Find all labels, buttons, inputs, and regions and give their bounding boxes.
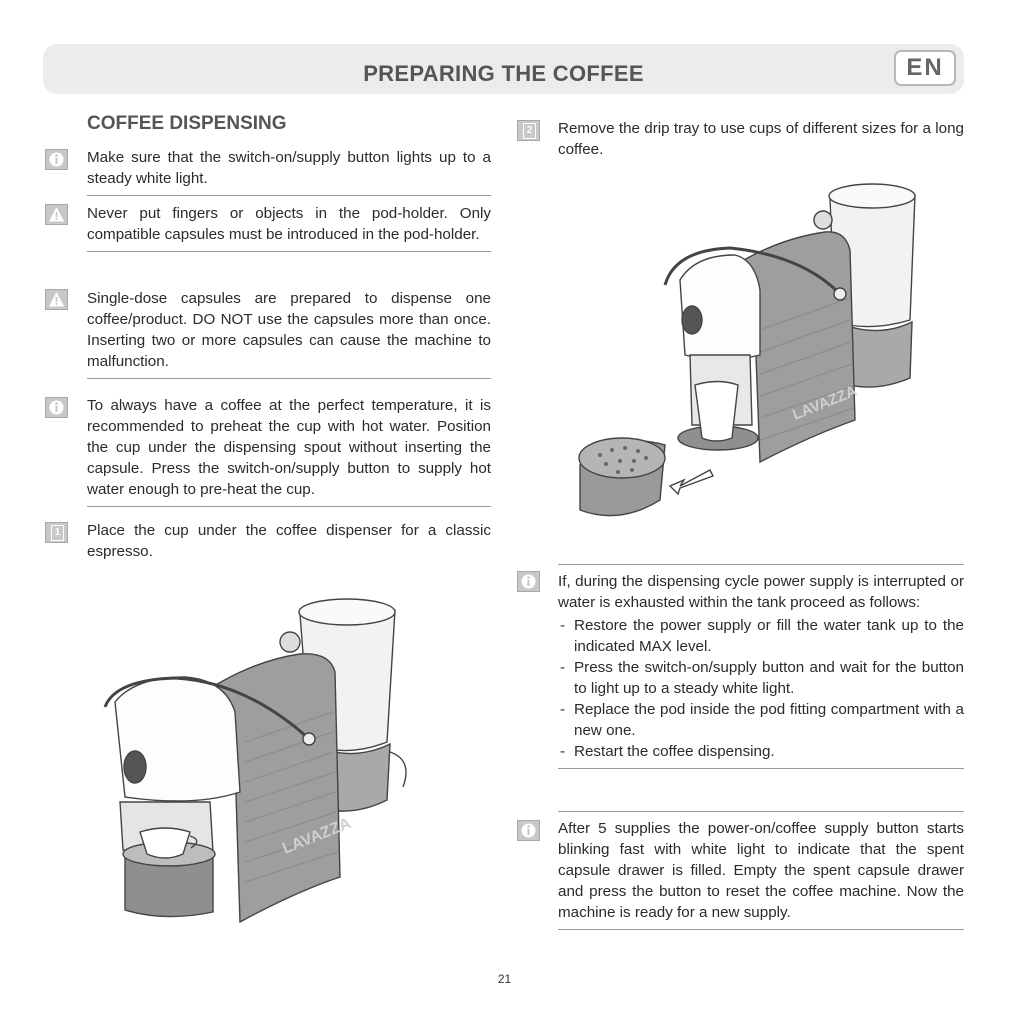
brand-logo: LAVAZZA: [280, 814, 354, 858]
power-note-intro: If, during the dispensing cycle power supply is interrupted or water is exhausted within the tank proceed as follows:: [558, 573, 964, 611]
page-title: PREPARING THE COFFEE: [363, 61, 644, 86]
warning-note-capsules: Single-dose capsules are prepared to dispense one coffee/product. DO NOT use the capsules more than once. Inserting two or more capsules can cause the machine to malfunction.: [87, 288, 491, 379]
info-note-spent-capsule-drawer: After 5 supplies the power-on/coffee supply button starts blinking fast with white light to indicate that the spent capsule drawer is filled. Empty the spent capsule drawer and press the button to reset the coffee machine. Now the machine is ready for a new supply.: [558, 811, 964, 930]
list-item: - Replace the pod inside the pod fitting compartment with a new one.: [558, 699, 964, 741]
warning-note-fingers: Never put fingers or objects in the pod-holder. Only compatible capsules must be introduced in the pod-holder.: [87, 203, 491, 252]
coffee-machine-long-coffee-illustration: [570, 180, 925, 525]
warning-icon: [45, 289, 68, 310]
recovery-steps-list: [558, 615, 964, 762]
info-icon: [517, 820, 540, 841]
warning-icon: [45, 204, 68, 225]
language-badge: EN: [894, 50, 956, 86]
coffee-machine-espresso-illustration: [95, 592, 425, 932]
list-item: - Restart the coffee dispensing.: [558, 741, 964, 762]
info-icon: [517, 571, 540, 592]
info-note-preheat: To always have a coffee at the perfect temperature, it is recommended to preheat the cup with hot water. Position the cup under the dispensing spout without inserting the capsule. Press the switch-on/supply button to supply hot water enough to pre-heat the cup.: [87, 395, 491, 507]
list-item: - Press the switch-on/supply button and wait for the button to light up to a steady white light.: [558, 657, 964, 699]
info-icon: [45, 397, 68, 418]
section-title: COFFEE DISPENSING: [87, 113, 287, 134]
step-2-icon: 2: [517, 120, 540, 141]
page-number: 21: [497, 972, 512, 986]
info-note-light: Make sure that the switch-on/supply button lights up to a steady white light.: [87, 147, 491, 196]
step-1-icon: 1: [45, 522, 68, 543]
page-header: [43, 44, 964, 94]
info-note-power-interruption: [558, 564, 964, 769]
step-1-text: Place the cup under the coffee dispenser for a classic espresso.: [87, 522, 491, 560]
info-icon: [45, 149, 68, 170]
step-2-text: Remove the drip tray to use cups of different sizes for a long coffee.: [558, 120, 964, 158]
brand-logo: LAVAZZA: [790, 382, 860, 424]
list-item: - Restore the power supply or fill the water tank up to the indicated MAX level.: [558, 615, 964, 657]
